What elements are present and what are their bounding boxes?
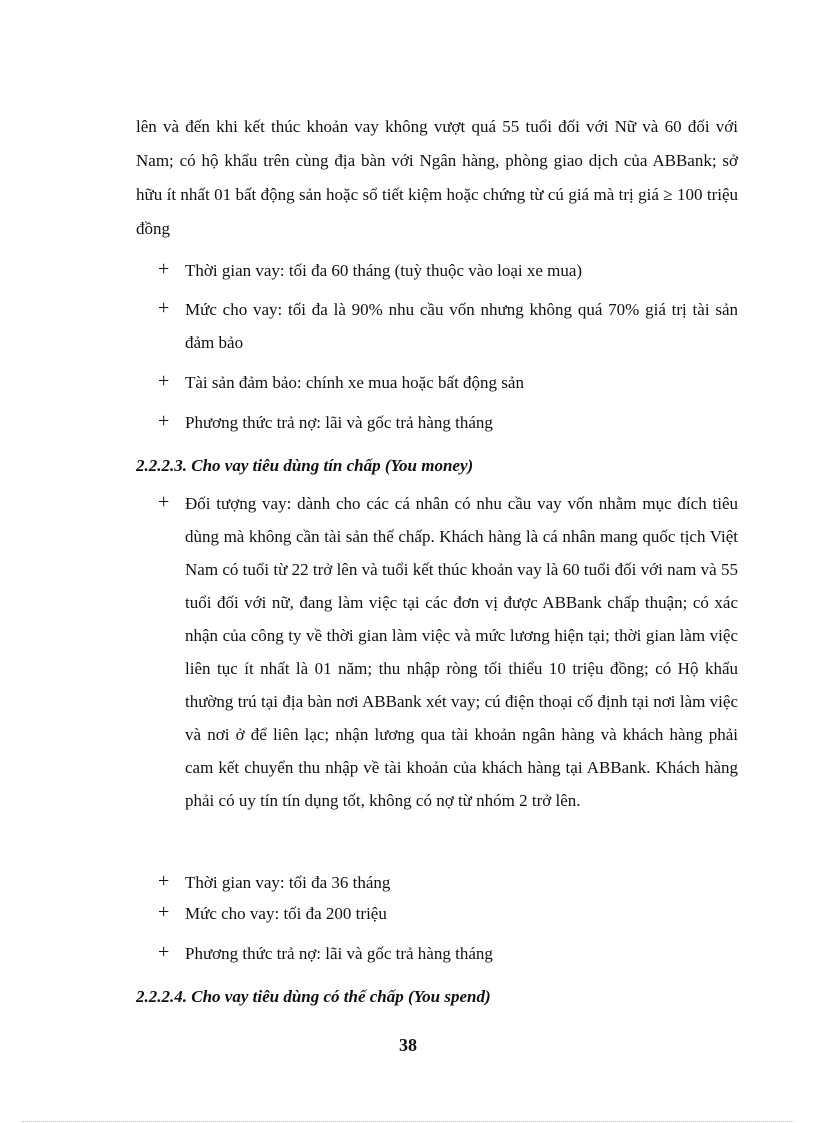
- section-heading-2224: 2.2.2.4. Cho vay tiêu dùng có thế chấp (You spend): [136, 987, 491, 1006]
- list-item: [158, 897, 738, 930]
- list-item: [158, 487, 738, 817]
- list-item: [158, 937, 738, 970]
- page-bottom-divider: [22, 1121, 794, 1122]
- intro-paragraph: lên và đến khi kết thúc khoản vay không vượt quá 55 tuổi đối với Nữ và 60 đối với Nam; có hộ khẩu trên cùng địa bàn với Ngân hàng, phòng giao dịch của ABBank; sở hữu ít nhất 01 bất động sản hoặc sổ tiết kiệm hoặc chứng từ cú giá mà trị giá ≥ 100 triệu đồng: [136, 117, 738, 238]
- list-item-text: Thời gian vay: tối đa 36 tháng: [185, 873, 391, 892]
- list-item-text: Tài sản đảm bảo: chính xe mua hoặc bất động sản: [185, 373, 524, 392]
- list-item-text: Phương thức trả nợ: lãi và gốc trả hàng tháng: [185, 944, 493, 963]
- list-item: [158, 293, 738, 359]
- plus-bullet-icon: +: [158, 870, 170, 892]
- plus-bullet-icon: +: [158, 901, 170, 923]
- list-item-text: Thời gian vay: tối đa 60 tháng (tuỳ thuộc vào loại xe mua): [185, 261, 583, 280]
- plus-bullet-icon: +: [158, 941, 170, 963]
- list-item-text: Đối tượng vay: dành cho các cá nhân có nhu cầu vay vốn nhằm mục đích tiêu dùng mà không cần tài sản thế chấp. Khách hàng là cá nhân mang quốc tịch Việt Nam có tuổi từ 22 trở lên và tuổi kết thúc khoản vay là 60 tuổi đối với nam và 55 tuổi đối với nữ, đang làm việc tại các đơn vị được ABBank chấp thuận; có xác nhận của công ty về thời gian làm việc và mức lương hiện tại; thời gian làm việc liên tục ít nhất là 01 năm; thu nhập ròng tối thiểu 10 triệu đồng; có Hộ khẩu thường trú tại địa bàn nơi ABBank xét vay; cú điện thoại cố định tại nơi làm việc và nơi ở để liên lạc; nhận lương qua tài khoản ngân hàng và khách hàng phải cam kết chuyển thu nhập về tài khoản của khách hàng tại ABBank. Khách hàng phải có uy tín tín dụng tốt, không có nợ từ nhóm 2 trở lên.: [185, 494, 738, 810]
- list-item: [158, 254, 738, 287]
- plus-bullet-icon: +: [158, 491, 170, 513]
- list-item-text: Mức cho vay: tối đa là 90% nhu cầu vốn nhưng không quá 70% giá trị tài sản đảm bảo: [185, 300, 738, 352]
- plus-bullet-icon: +: [158, 258, 170, 280]
- plus-bullet-icon: +: [158, 297, 170, 319]
- list-item: [158, 406, 738, 439]
- plus-bullet-icon: +: [158, 410, 170, 432]
- list-item: [158, 866, 738, 899]
- list-item: [158, 366, 738, 399]
- list-item-text: Mức cho vay: tối đa 200 triệu: [185, 904, 387, 923]
- plus-bullet-icon: +: [158, 370, 170, 392]
- section-heading-2223: 2.2.2.3. Cho vay tiêu dùng tín chấp (You money): [136, 456, 474, 475]
- page-number: 38: [399, 1035, 417, 1055]
- list-item-text: Phương thức trả nợ: lãi và gốc trả hàng tháng: [185, 413, 493, 432]
